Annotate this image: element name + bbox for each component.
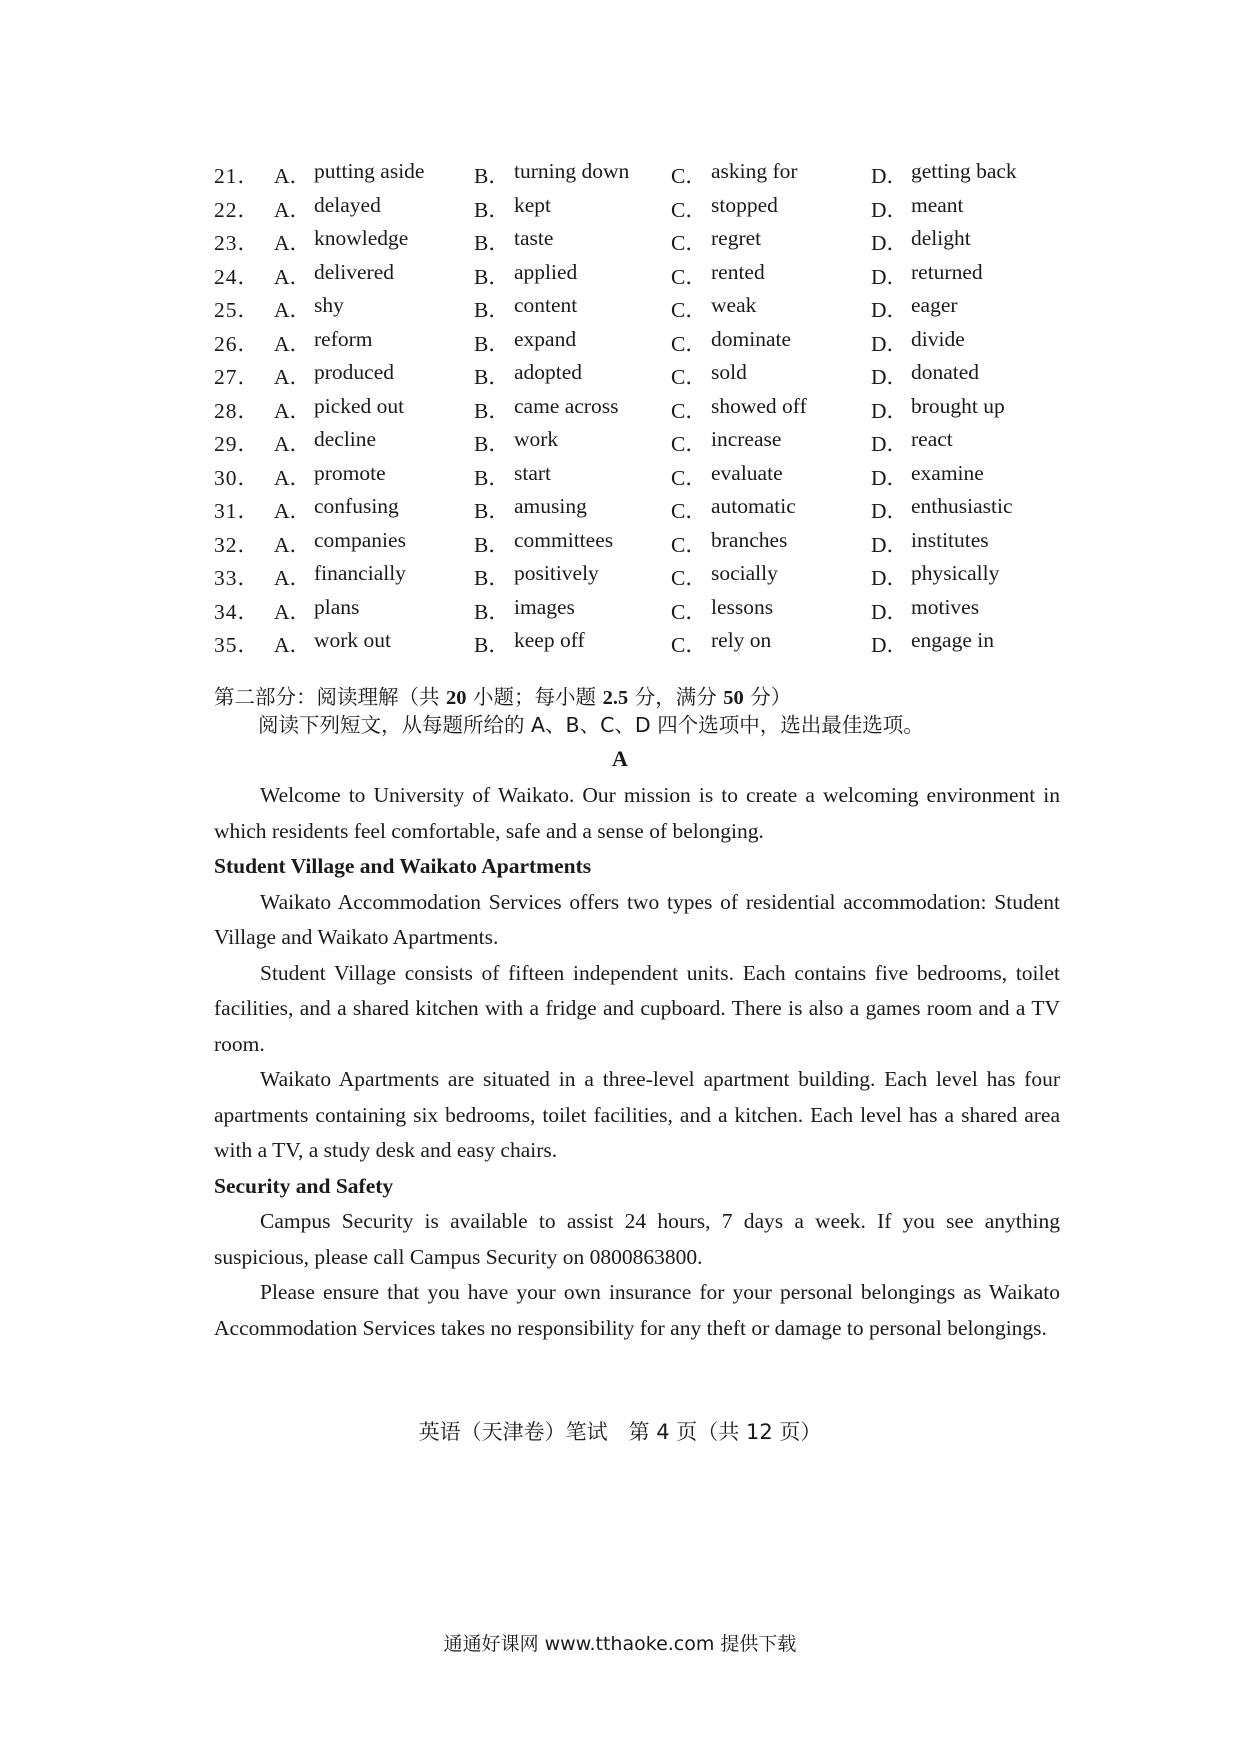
option-text: delight — [911, 226, 971, 251]
option-d — [871, 327, 1071, 358]
option-text: start — [514, 460, 552, 485]
option-letter: C． — [671, 633, 707, 658]
option-text: applied — [514, 259, 578, 284]
option-letter: B． — [474, 197, 510, 222]
option-b — [474, 360, 671, 391]
option-text: stopped — [711, 192, 778, 217]
question-row — [214, 158, 1074, 192]
question-number: 21． — [214, 164, 261, 189]
option-letter: A． — [274, 264, 312, 289]
option-b — [474, 461, 671, 492]
option-c — [671, 595, 871, 626]
option-c — [671, 494, 871, 525]
option-text: lessons — [711, 594, 774, 619]
question-number: 24． — [214, 264, 261, 289]
option-text: delayed — [314, 192, 381, 217]
option-letter: D． — [871, 599, 909, 624]
option-d — [871, 628, 1071, 659]
total-score: 50 — [723, 687, 744, 709]
question-row — [214, 326, 1074, 360]
passage-label: A — [612, 746, 628, 771]
option-c — [671, 360, 871, 391]
option-text: financially — [314, 561, 406, 586]
option-letter: A． — [274, 197, 312, 222]
question-row — [214, 493, 1074, 527]
passage-paragraph: Campus Security is available to assist 24 hours, 7 days a week. If you see anything suspicious, please call Campus Security on 0800863800. — [214, 1209, 1060, 1269]
option-b — [474, 561, 671, 592]
option-text: divide — [911, 326, 965, 351]
reading-passage — [214, 778, 1060, 1346]
option-text: decline — [314, 427, 377, 452]
option-letter: C． — [671, 499, 707, 524]
option-text: expand — [514, 326, 577, 351]
question-row — [214, 292, 1074, 326]
option-text: shy — [314, 293, 344, 318]
option-letter: B． — [474, 331, 510, 356]
option-text: picked out — [314, 393, 405, 418]
option-text: rely on — [711, 628, 772, 653]
question-number: 31． — [214, 499, 261, 524]
question-number: 23． — [214, 231, 261, 256]
section-heading-suffix: 分） — [743, 685, 792, 709]
option-letter: B． — [474, 432, 510, 457]
option-d — [871, 528, 1071, 559]
option-b — [474, 260, 671, 291]
option-a — [274, 461, 474, 492]
option-d — [871, 595, 1071, 626]
option-text: knowledge — [314, 226, 409, 251]
option-a — [274, 193, 474, 224]
option-text: work out — [314, 628, 392, 653]
question-row — [214, 192, 1074, 226]
option-letter: C． — [671, 398, 707, 423]
question-number: 26． — [214, 331, 261, 356]
section-heading — [214, 680, 791, 710]
option-c — [671, 327, 871, 358]
option-letter: D． — [871, 566, 909, 591]
option-d — [871, 159, 1071, 190]
question-row — [214, 527, 1074, 561]
question-number: 35． — [214, 633, 261, 658]
option-text: promote — [314, 460, 386, 485]
option-a — [274, 528, 474, 559]
option-letter: A． — [274, 365, 312, 390]
option-letter: D． — [871, 298, 909, 323]
option-text: automatic — [711, 494, 796, 519]
option-d — [871, 193, 1071, 224]
option-text: branches — [711, 527, 788, 552]
option-text: confusing — [314, 494, 399, 519]
option-text: engage in — [911, 628, 994, 653]
option-c — [671, 628, 871, 659]
option-text: amusing — [514, 494, 587, 519]
option-text: brought up — [911, 393, 1005, 418]
option-text: getting back — [911, 159, 1017, 184]
section-heading-mid2: 分，满分 — [628, 685, 724, 709]
option-letter: A． — [274, 231, 312, 256]
option-c — [671, 193, 871, 224]
option-d — [871, 494, 1071, 525]
option-a — [274, 293, 474, 324]
question-number: 33． — [214, 566, 261, 591]
option-letter: A． — [274, 599, 312, 624]
option-letter: B． — [474, 532, 510, 557]
option-b — [474, 528, 671, 559]
option-letter: B． — [474, 264, 510, 289]
option-letter: D． — [871, 264, 909, 289]
option-letter: B． — [474, 365, 510, 390]
option-letter: A． — [274, 398, 312, 423]
option-text: turning down — [514, 159, 630, 184]
question-number: 27． — [214, 365, 261, 390]
passage-heading-security: Security and Safety — [214, 1173, 394, 1198]
option-b — [474, 159, 671, 190]
option-letter: D． — [871, 231, 909, 256]
option-text: work — [514, 427, 559, 452]
option-letter: A． — [274, 298, 312, 323]
option-letter: B． — [474, 164, 510, 189]
option-b — [474, 226, 671, 257]
option-letter: C． — [671, 264, 707, 289]
option-b — [474, 327, 671, 358]
option-letter: C． — [671, 365, 707, 390]
page-footer: 英语（天津卷）笔试 第 4 页（共 12 页） — [418, 1420, 822, 1444]
passage-intro: Welcome to University of Waikato. Our mission is to create a welcoming environment in which residents feel comfortable, safe and a sense of belonging. — [214, 783, 1060, 843]
section-heading-prefix: 第二部分：阅读理解（共 — [214, 685, 447, 709]
option-letter: B． — [474, 398, 510, 423]
option-letter: C． — [671, 599, 707, 624]
question-number: 29． — [214, 432, 261, 457]
option-letter: B． — [474, 465, 510, 490]
option-a — [274, 360, 474, 391]
option-b — [474, 427, 671, 458]
option-a — [274, 260, 474, 291]
question-row — [214, 460, 1074, 494]
option-b — [474, 394, 671, 425]
option-letter: A． — [274, 633, 312, 658]
option-letter: C． — [671, 532, 707, 557]
option-d — [871, 360, 1071, 391]
option-letter: A． — [274, 566, 312, 591]
option-letter: B． — [474, 633, 510, 658]
option-text: companies — [314, 527, 406, 552]
option-c — [671, 394, 871, 425]
option-a — [274, 427, 474, 458]
option-letter: C． — [671, 231, 707, 256]
option-letter: B． — [474, 298, 510, 323]
option-letter: C． — [671, 164, 707, 189]
question-row — [214, 259, 1074, 293]
option-text: taste — [514, 226, 554, 251]
question-number: 25． — [214, 298, 261, 323]
option-letter: D． — [871, 532, 909, 557]
option-text: keep off — [514, 628, 585, 653]
option-letter: B． — [474, 231, 510, 256]
question-row — [214, 627, 1074, 661]
option-c — [671, 159, 871, 190]
option-letter: D． — [871, 633, 909, 658]
option-text: evaluate — [711, 460, 783, 485]
option-letter: A． — [274, 532, 312, 557]
option-letter: C． — [671, 197, 707, 222]
option-letter: D． — [871, 432, 909, 457]
option-a — [274, 494, 474, 525]
option-text: eager — [911, 293, 958, 318]
option-d — [871, 226, 1071, 257]
option-b — [474, 293, 671, 324]
option-letter: A． — [274, 331, 312, 356]
option-a — [274, 159, 474, 190]
option-d — [871, 427, 1071, 458]
option-letter: D． — [871, 465, 909, 490]
question-row — [214, 594, 1074, 628]
option-d — [871, 394, 1071, 425]
option-text: enthusiastic — [911, 494, 1013, 519]
option-text: rented — [711, 259, 765, 284]
option-text: images — [514, 594, 575, 619]
question-row — [214, 560, 1074, 594]
passage-paragraph: Waikato Accommodation Services offers two types of residential accommodation: Student Village and Waikato Apartments. — [214, 889, 1060, 949]
question-row — [214, 359, 1074, 393]
option-a — [274, 226, 474, 257]
option-c — [671, 427, 871, 458]
option-text: asking for — [711, 159, 798, 184]
option-letter: C． — [671, 465, 707, 490]
option-text: socially — [711, 561, 778, 586]
option-c — [671, 293, 871, 324]
question-row — [214, 426, 1074, 460]
option-text: returned — [911, 259, 983, 284]
option-b — [474, 193, 671, 224]
section-heading-mid1: 小题；每小题 — [466, 685, 603, 709]
option-d — [871, 260, 1071, 291]
passage-heading-accommodation: Student Village and Waikato Apartments — [214, 854, 592, 878]
question-score: 2.5 — [602, 687, 629, 709]
option-text: weak — [711, 293, 757, 318]
question-number: 32． — [214, 532, 261, 557]
option-text: delivered — [314, 259, 394, 284]
question-number: 30． — [214, 465, 261, 490]
option-letter: A． — [274, 499, 312, 524]
option-text: produced — [314, 360, 394, 385]
option-a — [274, 327, 474, 358]
option-d — [871, 293, 1071, 324]
option-a — [274, 595, 474, 626]
option-letter: B． — [474, 599, 510, 624]
option-b — [474, 494, 671, 525]
question-number: 22． — [214, 197, 261, 222]
option-text: dominate — [711, 326, 792, 351]
option-text: adopted — [514, 360, 583, 385]
option-text: motives — [911, 594, 980, 619]
option-b — [474, 628, 671, 659]
option-text: came across — [514, 393, 619, 418]
option-text: putting aside — [314, 159, 425, 184]
question-count: 20 — [446, 687, 467, 709]
passage-paragraph: Waikato Apartments are situated in a three-level apartment building. Each level has four apartments containing six bedrooms, toilet facilities, and a kitchen. Each level has a shared area with a TV, a study desk and easy chairs. — [214, 1067, 1060, 1162]
option-text: plans — [314, 594, 360, 619]
option-letter: B． — [474, 499, 510, 524]
options-table — [214, 158, 1074, 661]
question-row — [214, 225, 1074, 259]
option-letter: D． — [871, 197, 909, 222]
question-number: 28． — [214, 398, 261, 423]
option-text: sold — [711, 360, 747, 385]
option-letter: B． — [474, 566, 510, 591]
option-c — [671, 561, 871, 592]
option-letter: D． — [871, 398, 909, 423]
option-letter: D． — [871, 164, 909, 189]
option-letter: A． — [274, 432, 312, 457]
option-c — [671, 461, 871, 492]
option-text: increase — [711, 427, 782, 452]
option-text: meant — [911, 192, 964, 217]
option-letter: D． — [871, 331, 909, 356]
passage-paragraph: Please ensure that you have your own insurance for your personal belongings as Waikato Accommodation Services takes no responsibility for any theft or damage to personal belongings. — [214, 1280, 1060, 1340]
section-instruction: 阅读下列短文，从每题所给的 A、B、C、D 四个选项中，选出最佳选项。 — [258, 713, 924, 737]
passage-paragraph: Student Village consists of fifteen independent units. Each contains five bedrooms, toilet facilities, and a shared kitchen with a fridge and cupboard. There is also a games room and a TV room. — [214, 960, 1060, 1056]
option-a — [274, 628, 474, 659]
option-c — [671, 528, 871, 559]
option-letter: A． — [274, 465, 312, 490]
option-text: react — [911, 427, 953, 452]
option-c — [671, 226, 871, 257]
option-text: reform — [314, 326, 373, 351]
option-b — [474, 595, 671, 626]
option-letter: C． — [671, 298, 707, 323]
option-text: institutes — [911, 527, 989, 552]
option-d — [871, 561, 1071, 592]
option-letter: D． — [871, 499, 909, 524]
option-c — [671, 260, 871, 291]
option-text: regret — [711, 226, 762, 251]
download-source: 通通好课网 www.tthaoke.com 提供下载 — [443, 1633, 797, 1655]
option-letter: C． — [671, 432, 707, 457]
option-text: kept — [514, 192, 552, 217]
option-a — [274, 394, 474, 425]
option-text: content — [514, 293, 578, 318]
option-text: physically — [911, 561, 1000, 586]
question-row — [214, 393, 1074, 427]
option-a — [274, 561, 474, 592]
option-text: showed off — [711, 393, 807, 418]
option-text: donated — [911, 360, 980, 385]
option-letter: C． — [671, 566, 707, 591]
option-d — [871, 461, 1071, 492]
option-text: committees — [514, 527, 614, 552]
option-text: examine — [911, 460, 984, 485]
option-text: positively — [514, 561, 599, 586]
question-number: 34． — [214, 599, 261, 624]
option-letter: A． — [274, 164, 312, 189]
option-letter: C． — [671, 331, 707, 356]
option-letter: D． — [871, 365, 909, 390]
